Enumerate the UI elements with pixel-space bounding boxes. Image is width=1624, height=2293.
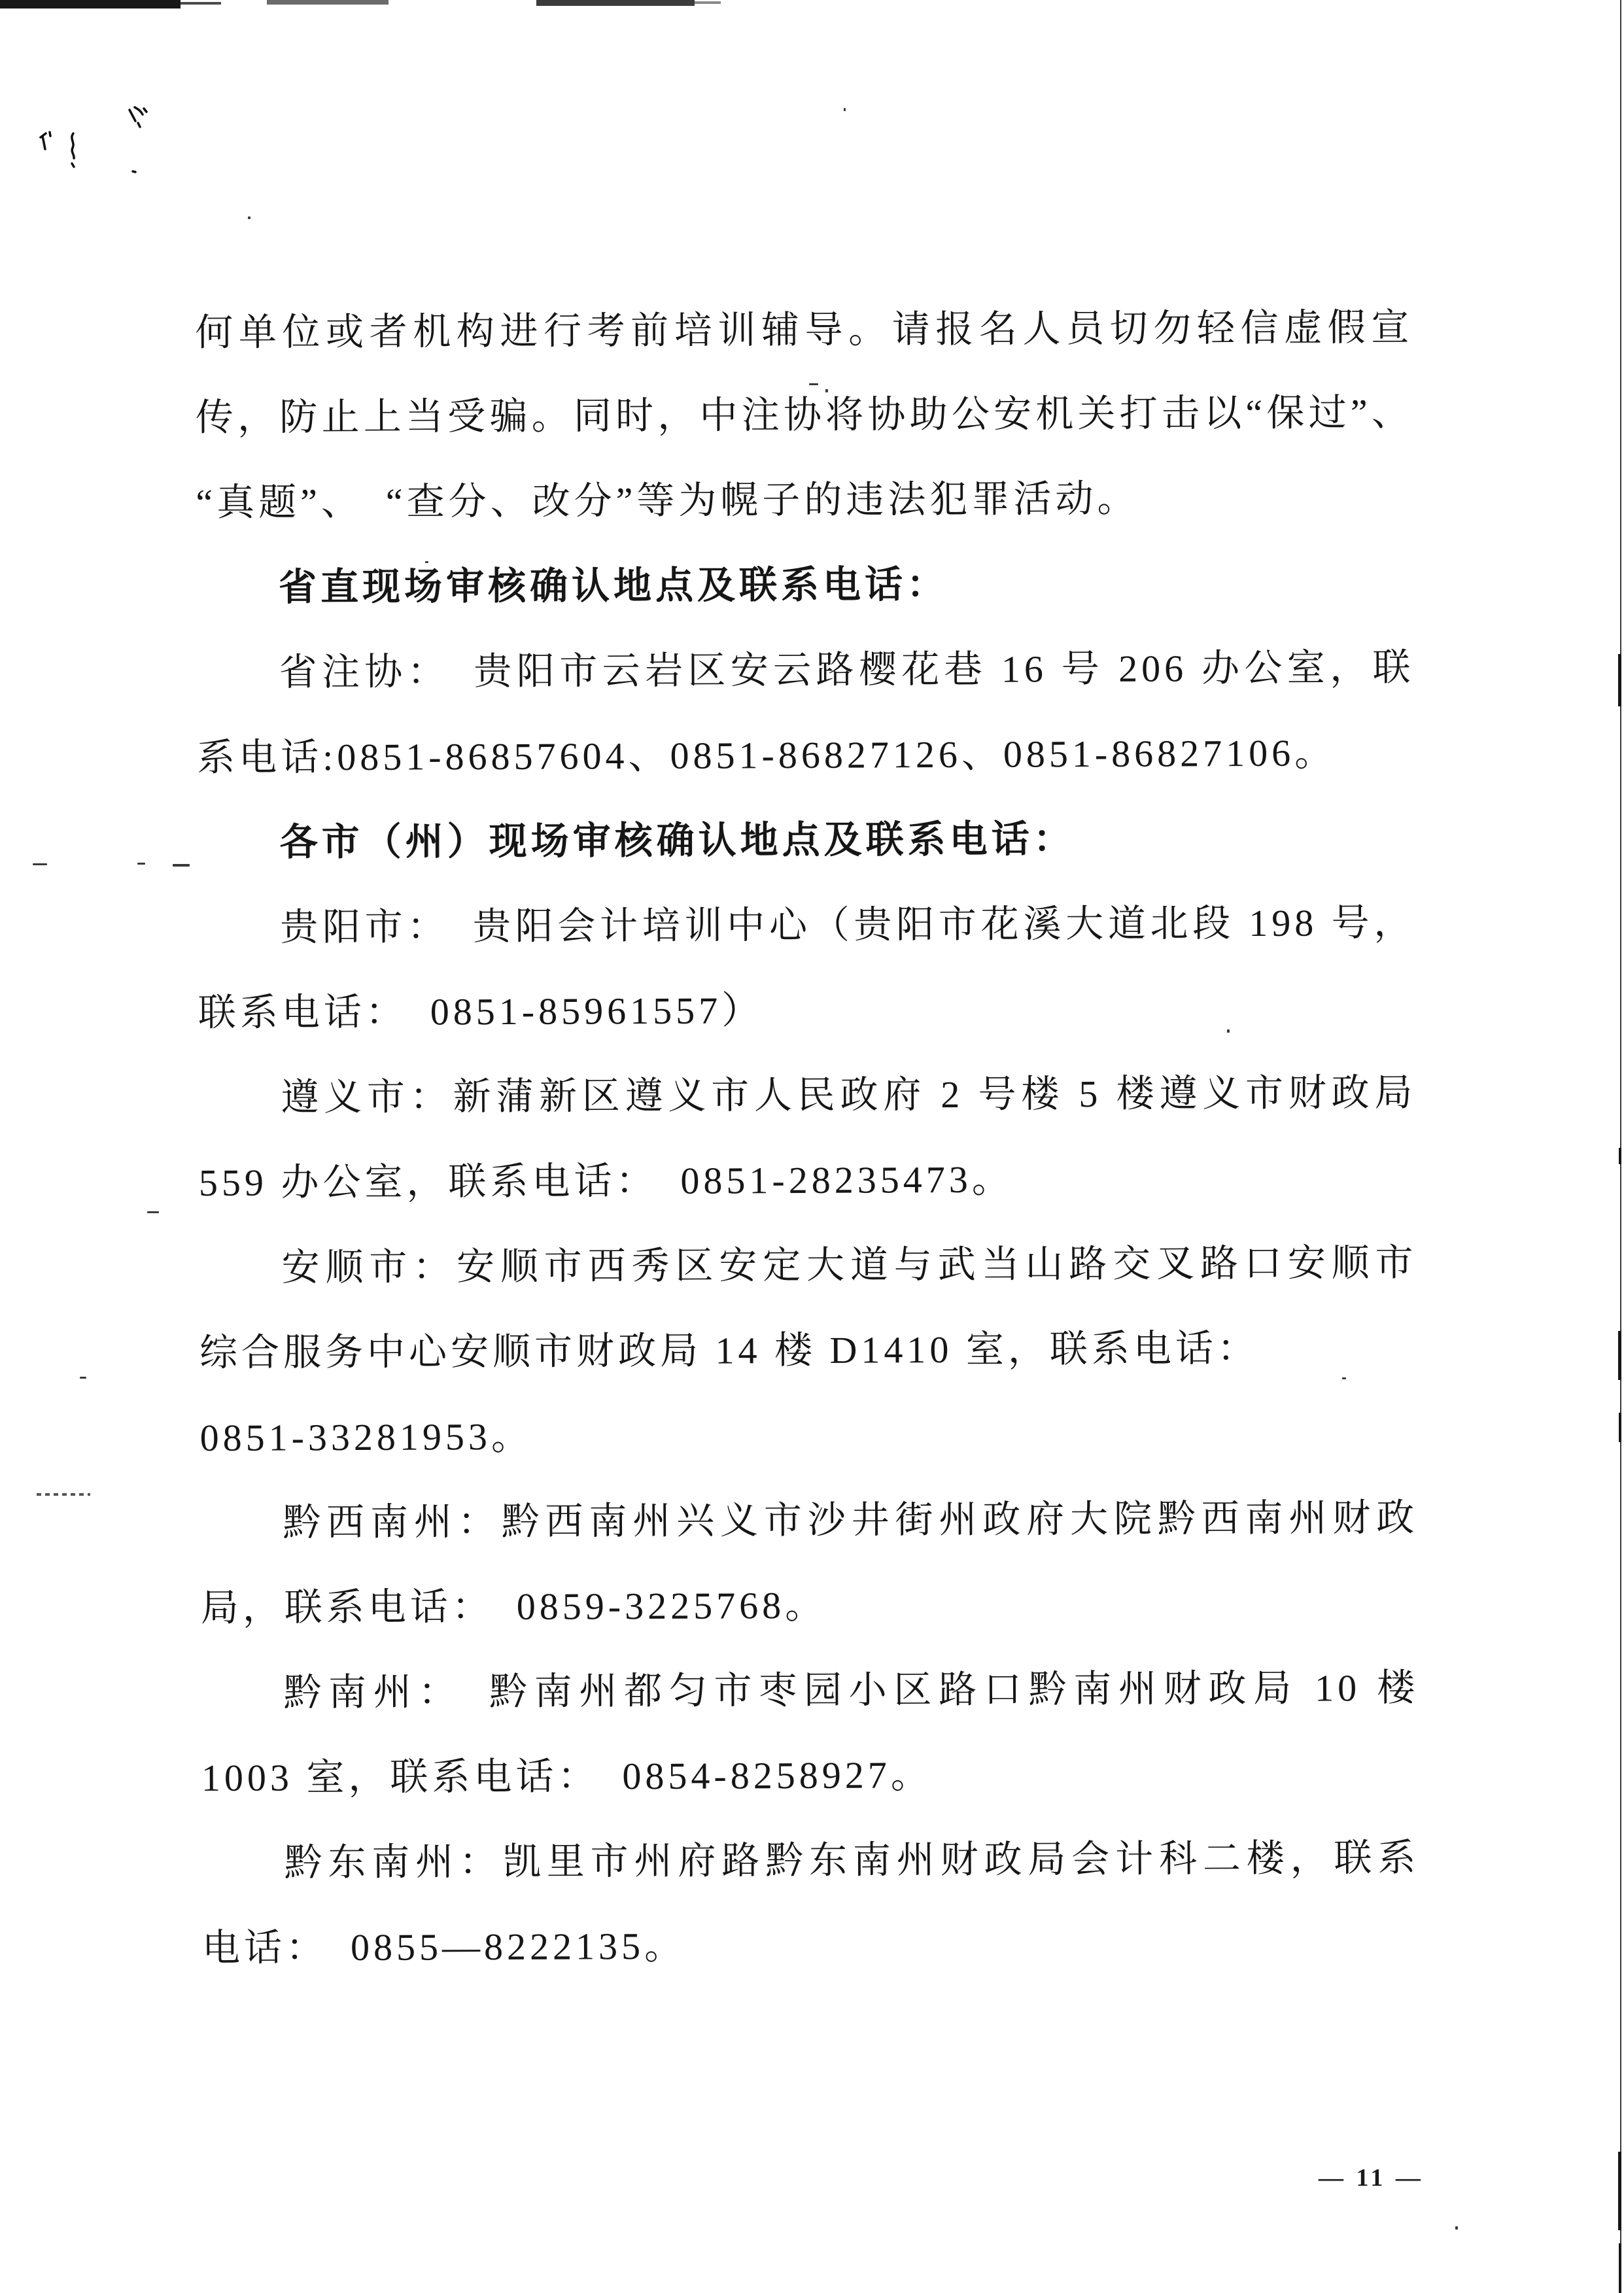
scan-speck [173, 864, 190, 867]
page-number: — 11 — [1319, 2164, 1424, 2192]
text-line: “真题”、 “查分、改分”等为幌子的违法犯罪活动。 [196, 477, 1139, 525]
text-line: 安顺市：安顺市西秀区安定大道与武当山路交叉路口安顺市 [281, 1241, 1417, 1289]
scan-artifact-top-bar [0, 0, 181, 9]
document-body [195, 285, 1420, 1991]
scan-speck [137, 863, 145, 865]
scan-artifact-top-bar [695, 1, 721, 4]
scan-artifact-top-bar [536, 0, 695, 6]
text-line: 综合服务中心安顺市财政局 14 楼 D1410 室，联系电话： [199, 1326, 1260, 1375]
text-line: 联系电话： 0851-85961557） [198, 989, 764, 1035]
text-line: 0851-33281953。 [199, 1415, 534, 1460]
scan-artifact-right-edge-line [1619, 1413, 1621, 1442]
text-line: 传，防止上当受骗。同时，中注协将协助公安机关打击以“保过”、 [195, 390, 1413, 440]
text-line: 电话： 0855—8222135。 [201, 1924, 687, 1970]
scan-speck [248, 216, 251, 219]
section-heading: 各市（州）现场审核确认地点及联系电话： [279, 818, 1075, 864]
text-line: 省注协： 贵阳市云岩区安云路樱花巷 16 号 206 办公室，联 [279, 646, 1415, 694]
scan-smudge [37, 1493, 90, 1496]
text-line: 黔东南州：凯里市州府路黔东南州财政局会计科二楼，联系 [284, 1836, 1420, 1884]
section-heading: 省直现场审核确认地点及联系电话： [278, 563, 949, 609]
scan-artifact-right-edge-line [1618, 654, 1621, 706]
scan-artifact-right-edge-line [1618, 1331, 1621, 1380]
text-line: 局，联系电话： 0859-3225768。 [200, 1583, 827, 1630]
scan-artifact-right-edge-line [1619, 1148, 1621, 1164]
pen-scribble-mark [26, 92, 183, 196]
text-line: 黔西南州：黔西南州兴义市沙井街州政府大院黔西南州财政 [283, 1496, 1419, 1544]
text-line: 1003 室，联系电话： 0854-8258927。 [201, 1753, 933, 1800]
scan-speck [33, 863, 47, 865]
scan-speck [80, 1377, 86, 1379]
text-line: 系电话:0851-86857604、0851-86827126、0851-86827106。 [196, 731, 1337, 780]
text-line: 何单位或者机构进行考前培训辅导。请报名人员切勿轻信虚假宣 [195, 305, 1413, 354]
text-line: 遵义市：新蒲新区遵义市人民政府 2 号楼 5 楼遵义市财政局 [281, 1071, 1417, 1119]
scan-artifact-top-bar [181, 2, 221, 5]
text-line: 贵阳市： 贵阳会计培训中心（贵阳市花溪大道北段 198 号， [280, 901, 1416, 949]
text-line: 黔南州： 黔南州都匀市枣园小区路口黔南州财政局 10 楼 [283, 1666, 1419, 1714]
scan-speck [844, 108, 846, 111]
scan-artifact-right-edge-line [1618, 2152, 1621, 2230]
scan-artifact-top-bar [267, 0, 389, 5]
scan-speck [147, 1211, 159, 1213]
scan-speck [1455, 2226, 1458, 2230]
scan-artifact-right-edge-line [1620, 0, 1621, 2293]
scan-artifact-right-edge-line [1619, 2243, 1621, 2293]
text-line: 559 办公室，联系电话： 0851-28235473。 [198, 1158, 1014, 1205]
